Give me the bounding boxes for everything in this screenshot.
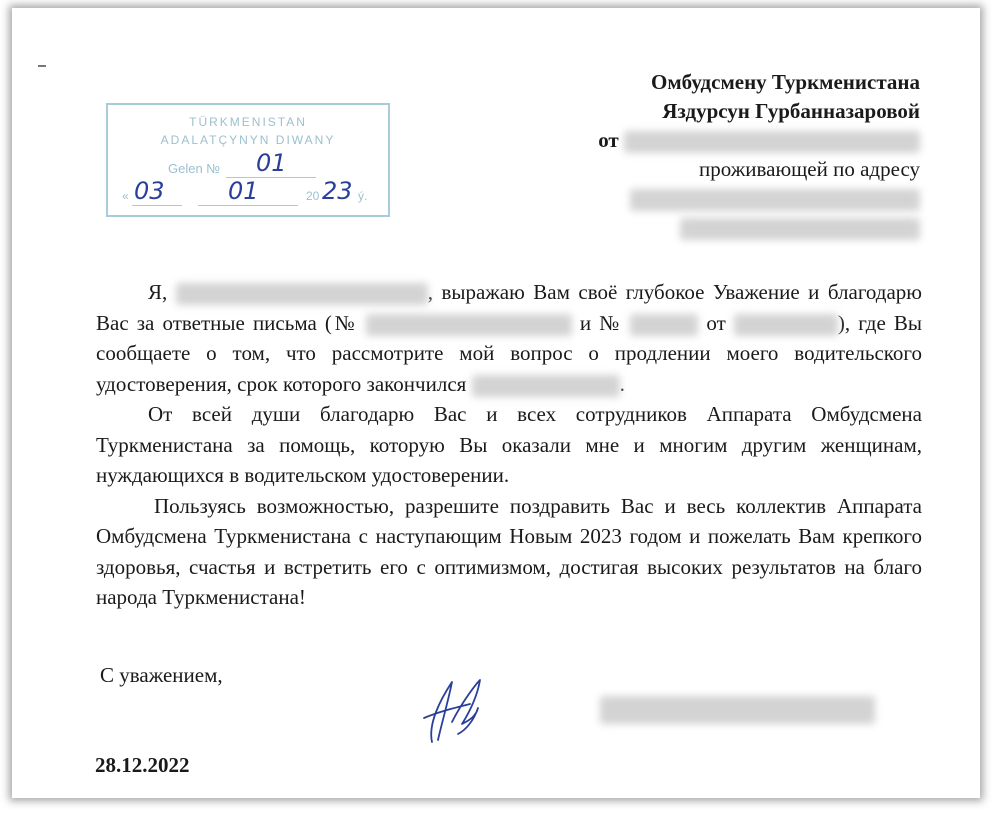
redacted-sender-name bbox=[624, 131, 920, 153]
redacted-name bbox=[176, 283, 428, 305]
redacted-address-line-1 bbox=[598, 184, 920, 213]
paragraph-2: От всей души благодарю Вас и всех сотрудников Аппарата Омбудсмена Туркменистана за помощь, которую Вы оказали мне и многим другим женщинам, нуждающихся в водительском удостоверении. bbox=[96, 402, 922, 487]
stamp-incoming-label: Gelen № bbox=[168, 161, 221, 176]
letter-date: 28.12.2022 bbox=[95, 753, 190, 777]
paragraph-3: Пользуясь возможностью, разрешите поздравить Вас и весь коллектив Аппарата Омбудсмена Туркменистана с наступающим Новым 2023 годом и пожелать Вам крепкого здоровья, счастья и встретить его с оптимизмом, достигая высоких результатов на благо народа Туркменистана! bbox=[96, 493, 922, 609]
closing-regards: С уважением, bbox=[100, 663, 223, 687]
address-label: проживающей по адресу bbox=[699, 157, 920, 181]
handwritten-signature bbox=[418, 672, 488, 747]
from-label: от bbox=[598, 128, 619, 152]
scan-speck bbox=[38, 65, 46, 67]
recipient-block bbox=[598, 68, 920, 242]
stamp-year-prefix: 20 bbox=[306, 189, 320, 203]
stamp-year-label: ý. bbox=[358, 189, 368, 203]
stamp-month: 01 bbox=[228, 177, 259, 205]
paragraph-1: Я, , выражаю Вам своё глубокое Уважение и благодарю Вас за ответные письма (№ и № от ), где Вы сообщаете о том, что рассмотрите мой вопрос о продлении моего водительского удостоверения, срок которого закончился . bbox=[96, 280, 923, 396]
stamp-org-line-1: TÜRKMENISTAN bbox=[189, 115, 307, 129]
sender-line bbox=[598, 126, 920, 155]
redacted-address-line-2 bbox=[598, 213, 920, 242]
stamp-incoming-number: 01 bbox=[256, 149, 287, 177]
registration-stamp: TÜRKMENISTAN ADALATÇYNYN DIWANY Gelen № 01 « 03 01 20 23 ý. bbox=[106, 103, 390, 217]
redacted-signer-name bbox=[600, 696, 875, 724]
recipient-name: Яздурсун Гурбанназаровой bbox=[662, 99, 920, 123]
redacted-letter-date bbox=[734, 314, 838, 336]
letter-page bbox=[12, 8, 980, 798]
stamp-year: 23 bbox=[322, 177, 353, 205]
stamp-day: 03 bbox=[134, 177, 165, 205]
stamp-org-line-2: ADALATÇYNYN DIWANY bbox=[160, 133, 336, 147]
redacted-letter-number-1 bbox=[366, 314, 572, 336]
redacted-letter-number-2 bbox=[630, 314, 698, 336]
recipient-title: Омбудсмену Туркменистана bbox=[651, 70, 920, 94]
letter-body bbox=[96, 277, 922, 613]
redacted-expiry-date bbox=[472, 375, 620, 397]
